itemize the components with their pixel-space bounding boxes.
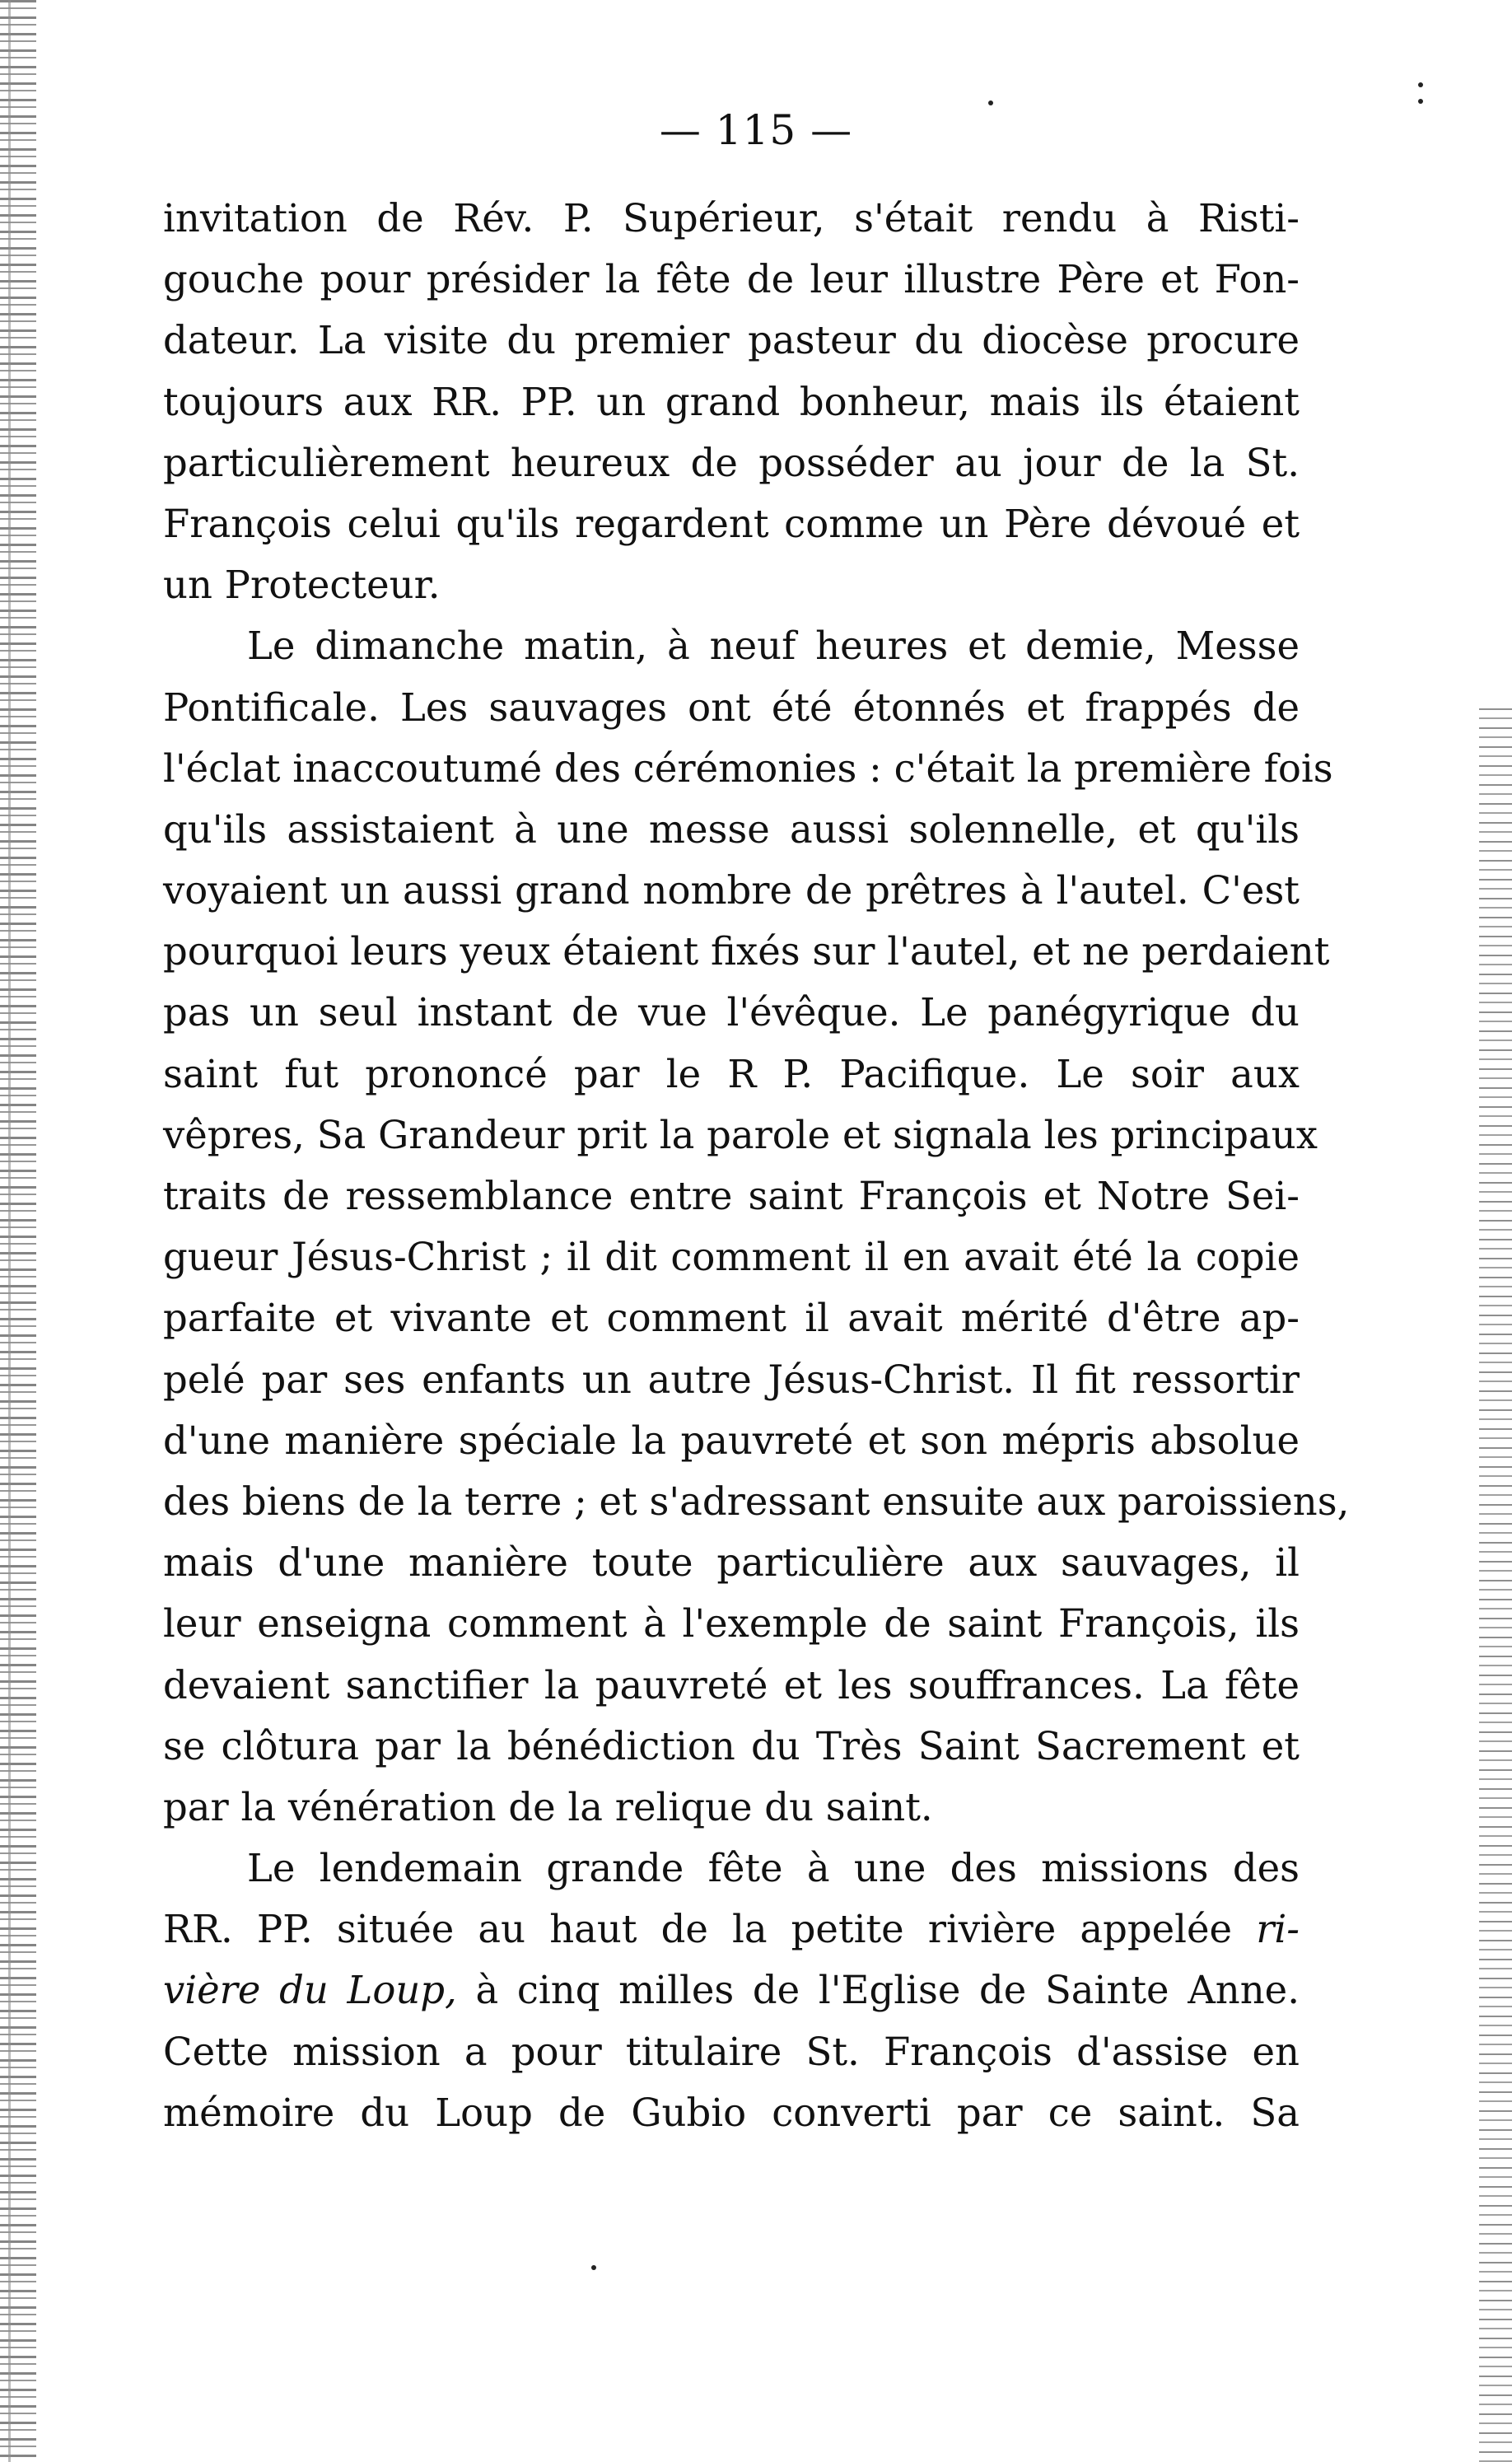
scan-speck [988, 100, 993, 105]
paragraph-2 [163, 615, 1350, 1838]
text-line: voyaient un aussi grand nombre de prêtres à l'autel. C'est [163, 868, 1300, 913]
text-line: pourquoi leurs yeux étaient fixés sur l'autel, et ne perdaient [163, 929, 1330, 974]
text-line: Cette mission a pour titulaire St. François d'assise en [163, 2029, 1300, 2074]
text-line: particulièrement heureux de posséder au jour de la St. [163, 440, 1300, 485]
text-line: vêpres, Sa Grandeur prit la parole et signala les principaux [163, 1112, 1318, 1157]
scan-speck [1418, 82, 1423, 87]
text-run: RR. PP. située au haut de la petite rivière appelée [163, 1907, 1257, 1952]
text-line: Pontificale. Les sauvages ont été étonnés et frappés de [163, 684, 1300, 730]
text-line: toujours aux RR. PP. un grand bonheur, mais ils étaient [163, 379, 1300, 424]
text-line: saint fut prononcé par le R P. Pacifique. Le soir aux [163, 1051, 1300, 1096]
text-line: Le lendemain grande fête à une des missions des [247, 1846, 1300, 1891]
text-line: d'une manière spéciale la pauvreté et son mépris absolue [163, 1418, 1300, 1463]
text-line: qu'ils assistaient à une messe aussi solennelle, et qu'ils [163, 806, 1300, 852]
italic-text-run: vière du Loup, [163, 1968, 457, 2013]
text-line: gueur Jésus-Christ ; il dit comment il en avait été la copie [163, 1235, 1300, 1280]
paragraph-3 [163, 1838, 1300, 2143]
scan-speck [1418, 99, 1423, 104]
text-line: gouche pour présider la fête de leur illustre Père et Fon- [163, 257, 1300, 302]
text-line: traits de ressemblance entre saint François et Notre Sei- [163, 1174, 1300, 1218]
text-line: invitation de Rév. P. Supérieur, s'était rendu à Risti- [163, 196, 1300, 241]
text-line: pas un seul instant de vue l'évêque. Le panégyrique du [163, 990, 1300, 1035]
text-line: pelé par ses enfants un autre Jésus-Christ. Il fit ressortir [163, 1357, 1300, 1402]
scan-speck [591, 2265, 596, 2270]
text-line: par la vénération de la relique du saint. [163, 1784, 933, 1829]
text-line: des biens de la terre ; et s'adressant ensuite aux paroissiens, [163, 1479, 1350, 1524]
italic-text-run: ri- [1256, 1907, 1300, 1952]
text-line [163, 1899, 1300, 1960]
text-run: à cinq milles de l'Eglise de Sainte Anne. [456, 1968, 1300, 2013]
text-line [163, 1960, 1300, 2021]
body-text [163, 188, 1350, 2143]
text-line: devaient sanctifier la pauvreté et les souffrances. La fête [163, 1662, 1300, 1708]
scanned-page-edge-left [0, 0, 36, 2462]
scanned-page-edge-right [1479, 708, 1512, 2462]
text-line: un Protecteur. [163, 563, 441, 608]
text-line: François celui qu'ils regardent comme un Père dévoué et [163, 501, 1300, 546]
text-line: dateur. La visite du premier pasteur du diocèse procure [163, 318, 1300, 363]
text-line: parfaite et vivante et comment il avait mérité d'être ap- [163, 1296, 1300, 1341]
text-line: mémoire du Loup de Gubio converti par ce saint. Sa [163, 2090, 1300, 2135]
text-line: mais d'une manière toute particulière aux sauvages, il [163, 1540, 1300, 1586]
paragraph-1 [163, 188, 1300, 615]
text-line: se clôtura par la bénédiction du Très Saint Sacrement et [163, 1723, 1300, 1768]
text-line: l'éclat inaccoutumé des cérémonies : c'était la première fois [163, 745, 1333, 791]
text-line: leur enseigna comment à l'exemple de saint François, ils [163, 1601, 1300, 1647]
page-number: — 115 — [659, 106, 853, 154]
text-line: Le dimanche matin, à neuf heures et demie, Messe [247, 624, 1300, 669]
